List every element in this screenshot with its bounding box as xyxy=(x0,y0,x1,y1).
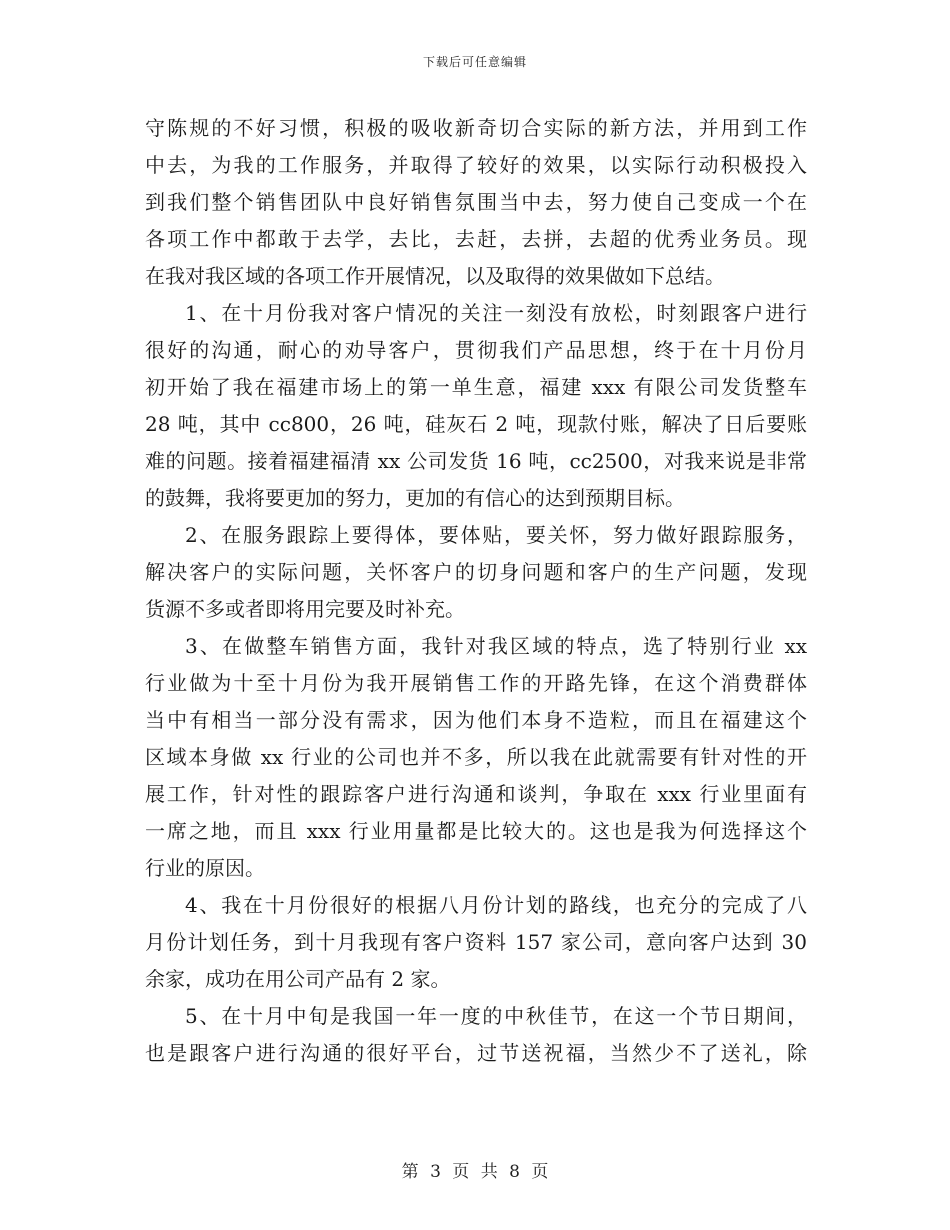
text-line: 在我对我区域的各项工作开展情况，以及取得的效果做如下总结。 xyxy=(145,264,725,288)
text-line: 3、在做整车销售方面，我针对我区域的特点，选了特别行业 xx xyxy=(185,634,807,658)
text-line: 余家，成功在用公司产品有 2 家。 xyxy=(145,967,451,991)
text-line: 4、我在十月份很好的根据八月份计划的路线，也充分的完成了八 xyxy=(185,893,807,917)
text-line: 一席之地，而且 xxx 行业用量都是比较大的。这也是我为何选择这个 xyxy=(145,819,807,843)
text-line: 难的问题。接着福建福清 xx 公司发货 16 吨，cc2500，对我来说是非常 xyxy=(145,449,807,473)
text-line: 各项工作中都敢于去学，去比，去赶，去拼，去超的优秀业务员。现 xyxy=(145,227,807,251)
page-header: 下载后可任意编辑 xyxy=(422,55,527,69)
text-line: 很好的沟通，耐心的劝导客户，贯彻我们产品思想，终于在十月份月 xyxy=(145,338,807,362)
text-line: 展工作，针对性的跟踪客户进行沟通和谈判，争取在 xxx 行业里面有 xyxy=(145,782,807,806)
text-line: 区域本身做 xx 行业的公司也并不多，所以我在此就需要有针对性的开 xyxy=(145,745,807,769)
text-line: 守陈规的不好习惯，积极的吸收新奇切合实际的新方法，并用到工作 xyxy=(145,116,807,140)
text-line: 行业做为十至十月份为我开展销售工作的开路先锋，在这个消费群体 xyxy=(145,671,807,695)
text-line: 行业的原因。 xyxy=(145,856,265,880)
text-line: 货源不多或者即将用完要及时补充。 xyxy=(145,597,465,621)
text-line: 月份计划任务，到十月我现有客户资料 157 家公司，意向客户达到 30 xyxy=(145,930,807,954)
text-line: 当中有相当一部分没有需求，因为他们本身不造粒，而且在福建这个 xyxy=(145,708,807,732)
text-line: 2、在服务跟踪上要得体，要体贴，要关怀，努力做好跟踪服务， xyxy=(185,523,807,547)
text-line: 解决客户的实际问题，关怀客户的切身问题和客户的生产问题，发现 xyxy=(145,560,807,584)
page-number: 第 3 页 共 8 页 xyxy=(401,1162,549,1182)
document-body xyxy=(145,110,807,1072)
text-line: 的鼓舞，我将要更加的努力，更加的有信心的达到预期目标。 xyxy=(145,486,685,510)
text-line: 5、在十月中旬是我国一年一度的中秋佳节，在这一个节日期间， xyxy=(185,1004,807,1028)
text-line: 也是跟客户进行沟通的很好平台，过节送祝福，当然少不了送礼，除 xyxy=(145,1041,807,1065)
text-line: 到我们整个销售团队中良好销售氛围当中去，努力使自己变成一个在 xyxy=(145,190,807,214)
text-line: 中去，为我的工作服务，并取得了较好的效果，以实际行动积极投入 xyxy=(145,153,807,177)
text-line: 28 吨，其中 cc800，26 吨，硅灰石 2 吨，现款付账，解决了日后要账 xyxy=(145,412,807,436)
text-line: 初开始了我在福建市场上的第一单生意，福建 xxx 有限公司发货整车 xyxy=(145,375,807,399)
text-line: 1、在十月份我对客户情况的关注一刻没有放松，时刻跟客户进行 xyxy=(185,301,807,325)
